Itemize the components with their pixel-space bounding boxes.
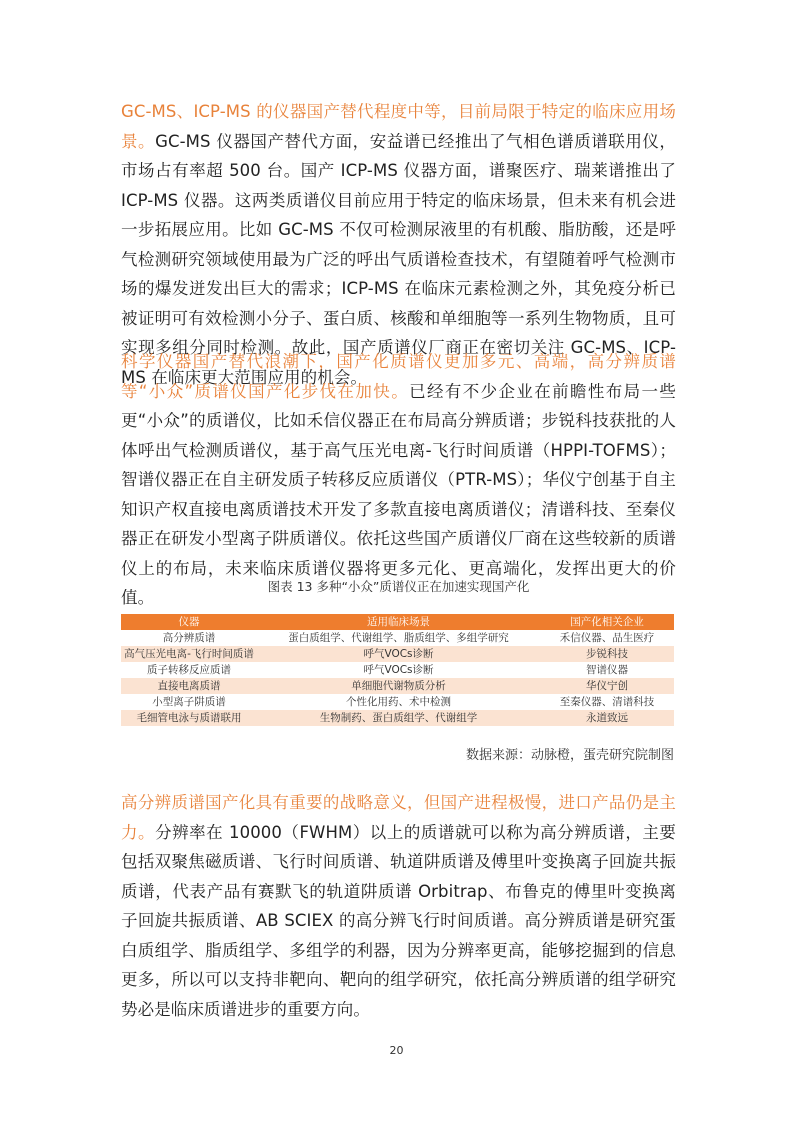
table-cell: 高分辨质谱	[162, 632, 216, 644]
page-number: 20	[389, 1044, 404, 1057]
table-cell: 至秦仪器、清谱科技	[559, 696, 655, 708]
data-source-note: 数据来源：动脉橙，蛋壳研究院制图	[465, 748, 674, 763]
table-cell: 蛋白质组学、代谢组学、脂质组学、多组学研究	[288, 632, 509, 644]
table-cell: 生物制药、蛋白质组学、代谢组学	[257, 710, 540, 726]
table-cell: 高气压光电离-飞行时间质谱	[121, 646, 257, 662]
table-cell: 永道致远	[540, 710, 674, 726]
table-cell: 呼气VOCs诊断	[363, 664, 434, 676]
table-header-row	[121, 614, 674, 630]
table-cell: 质子转移反应质谱	[147, 664, 231, 676]
figure-caption: 图表 13 多种“小众”质谱仪正在加速实现国产化	[267, 579, 530, 594]
paragraph-highlight: 科学仪器国产替代浪潮下，国产化质谱仪更加多元、高端，高分辨质谱等“小众”质谱仪国产化步伐在加快。	[121, 352, 676, 401]
table-cell: 禾信仪器、品生医疗	[559, 632, 655, 644]
paragraph-niche-ms	[121, 347, 676, 613]
table-row	[121, 678, 674, 694]
table-cell: 华仪宁创	[540, 678, 674, 694]
paragraph-highlight: 高分辨质谱国产化具有重要的战略意义，但国产进程极慢，进口产品仍是主力。	[121, 793, 676, 842]
table-header-companies: 国产化相关企业	[540, 614, 674, 630]
table-cell: 单细胞代谢物质分析	[257, 678, 540, 694]
table-cell: 呼气VOCs诊断	[257, 646, 540, 662]
table-cell: 步锐科技	[540, 646, 674, 662]
table-header-instrument: 仪器	[121, 614, 257, 630]
table-row	[121, 646, 674, 662]
table-header-scenario: 适用临床场景	[257, 614, 540, 630]
table-row	[121, 710, 674, 726]
table-row	[121, 630, 674, 646]
table-cell: 毛细管电泳与质谱联用	[121, 710, 257, 726]
paragraph-body: 已经有不少企业在前瞻性布局一些更“小众”的质谱仪，比如禾信仪器正在布局高分辨质谱；步锐科技获批的人体呼出气检测质谱仪，基于高气压光电离-飞行时间质谱（HPPI-TOFMS）；智谱仪器正在自主研发质子转移反应质谱仪（PTR-MS）；华仪宁创基于自主知识产权直接电离质谱技术开发了多款直接电离质谱仪；清谱科技、至秦仪器正在研发小型离子阱质谱仪。依托这些国产质谱仪厂商在这些较新的质谱仪上的布局，未来临床质谱仪器将更多元化、更高端化，发挥出更大的价值。	[121, 381, 677, 607]
table-cell: 智谱仪器	[586, 664, 628, 676]
paragraph-highlight: GC-MS、ICP-MS 的仪器国产替代程度中等，目前局限于特定的临床应用场景。	[121, 102, 676, 151]
table-cell: 小型离子阱质谱	[152, 696, 226, 708]
table-row	[121, 694, 674, 710]
paragraph-body: GC-MS 仪器国产替代方面，安益谱已经推出了气相色谱质谱联用仪，市场占有率超 500 台。国产 ICP-MS 仪器方面，谱聚医疗、瑞莱谱推出了 ICP-MS 仪器。这两类质谱仪目前应用于特定的临床场景，但未来有机会进一步拓展应用。比如 GC-MS 不仅可检测尿液里的有机酸、脂肪酸，还是呼气检测研究领域使用最为广泛的呼出气质谱检查技术，有望随着呼气检测市场的爆发迸发出巨大的需求；ICP-MS 在临床元素检测之外，其免疫分析已被证明可有效检测小分子、蛋白质、核酸和单细胞等一系列生物物质，且可实现多组分同时检测。故此，国产质谱仪厂商正在密切关注 GC-MS、ICP-MS 在临床更大范围应用的机会。	[121, 131, 677, 387]
paragraph-high-resolution-ms	[121, 788, 676, 1024]
niche-ms-table	[121, 614, 674, 726]
paragraph-body: 分辨率在 10000（FWHM）以上的质谱就可以称为高分辨质谱，主要包括双聚焦磁质谱、飞行时间质谱、轨道阱质谱及傅里叶变换离子回旋共振质谱，代表产品有赛默飞的轨道阱质谱 Orbitrap、布鲁克的傅里叶变换离子回旋共振质谱、AB SCIEX 的高分辨飞行时间质谱。高分辨质谱是研究蛋白质组学、脂质组学、多组学的利器，因为分辨率更高，能够挖掘到的信息更多，所以可以支持非靶向、靶向的组学研究，依托高分辨质谱的组学研究势必是临床质谱进步的重要方向。	[121, 822, 676, 1019]
table-cell: 个性化用药、术中检测	[346, 696, 451, 708]
table-cell: 直接电离质谱	[121, 678, 257, 694]
table-row	[121, 662, 674, 678]
